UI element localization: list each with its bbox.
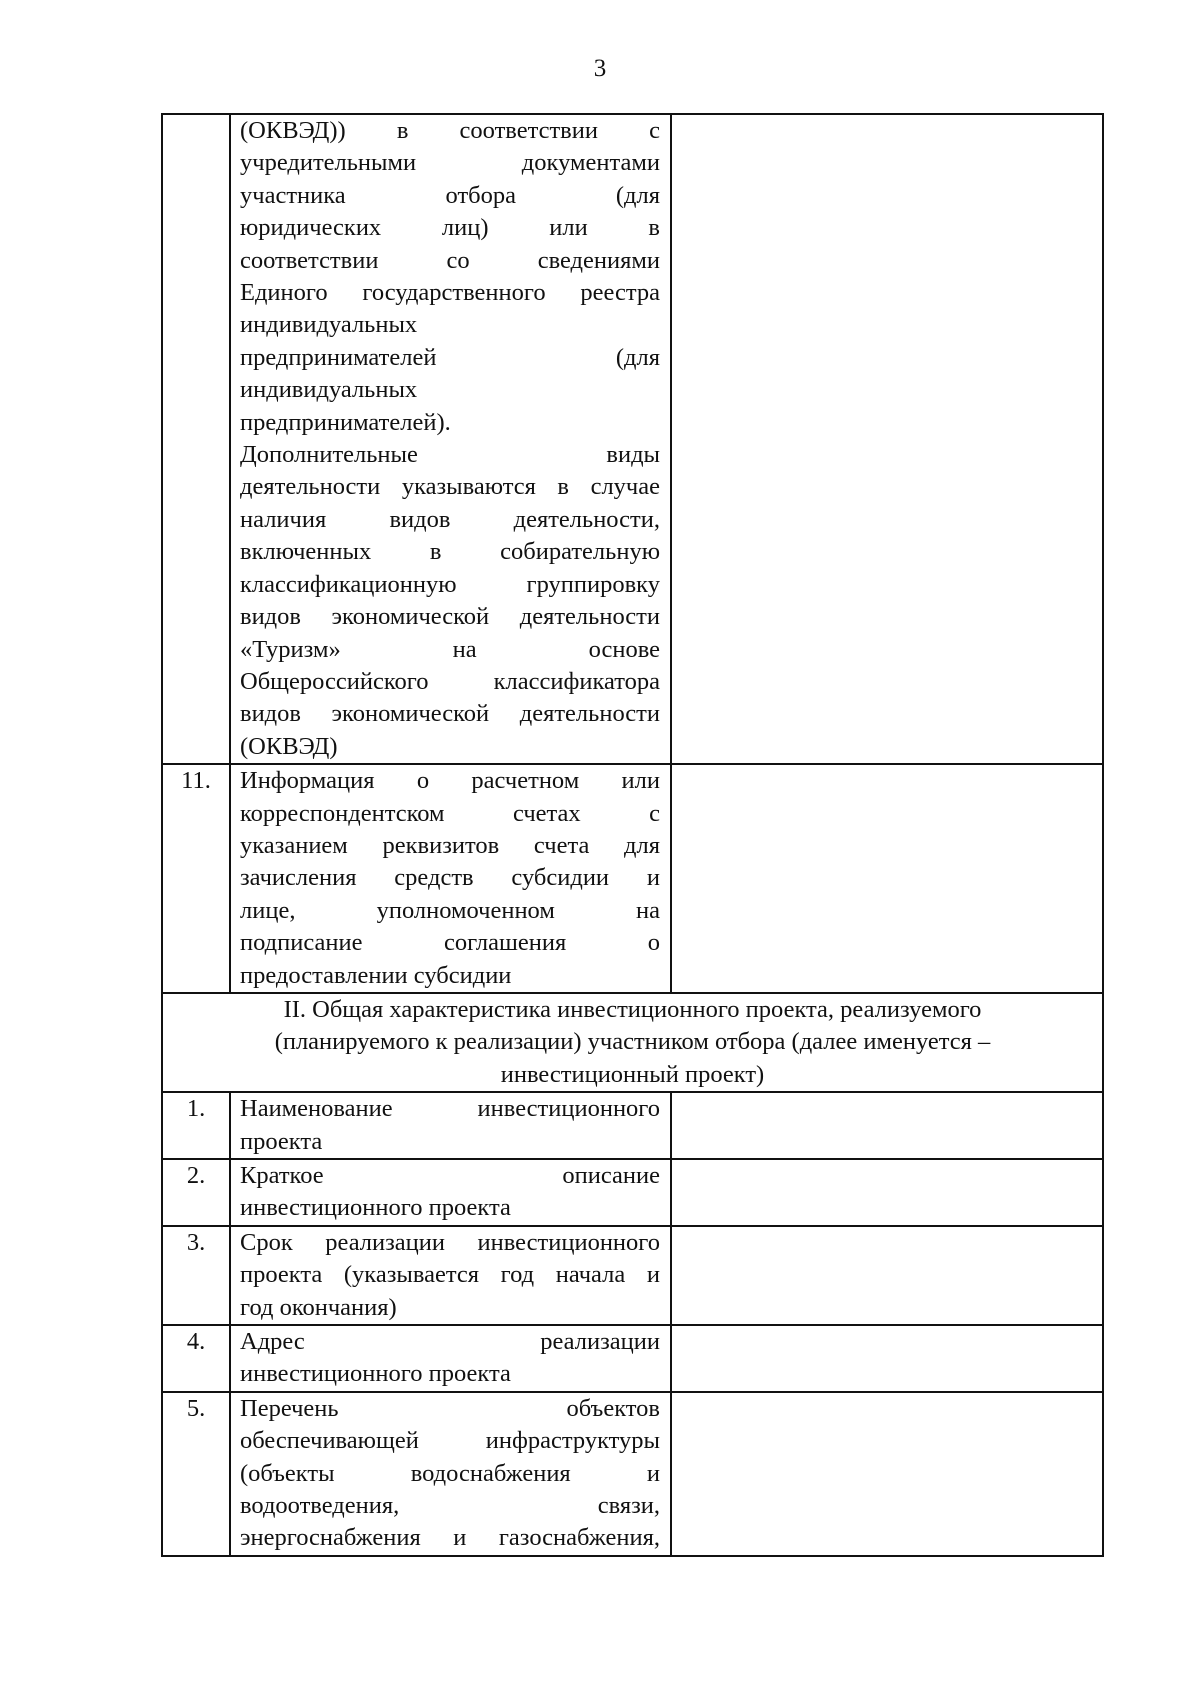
text-line: учредительными документами xyxy=(240,149,660,177)
text-line: обеспечивающей инфраструктуры xyxy=(240,1427,660,1455)
row-number: 1. xyxy=(162,1092,230,1159)
table-row xyxy=(162,1392,1103,1556)
row-number: 2. xyxy=(162,1159,230,1226)
row-number xyxy=(162,114,230,764)
text-line: Общероссийского классификатора xyxy=(240,667,660,695)
row-value[interactable] xyxy=(671,1392,1103,1556)
text-line: (объекты водоснабжения и xyxy=(240,1459,660,1487)
text-line: водоотведения, связи, xyxy=(240,1492,660,1520)
table-row xyxy=(162,764,1103,993)
row-value[interactable] xyxy=(671,1092,1103,1159)
table-row xyxy=(162,1092,1103,1159)
text-line: «Туризм» на основе xyxy=(240,635,660,663)
text-line: энергоснабжения и газоснабжения, xyxy=(240,1524,660,1552)
section-heading xyxy=(162,993,1103,1092)
text-line: классификационную группировку xyxy=(240,570,660,598)
text-line: проекта (указывается год начала и xyxy=(240,1261,660,1289)
table-row xyxy=(162,1159,1103,1226)
row-number: 3. xyxy=(162,1226,230,1325)
text-line: видов экономической деятельности xyxy=(240,700,660,728)
text-line: индивидуальных xyxy=(240,311,418,339)
text-line: (ОКВЭД)) в соответствии с xyxy=(240,117,660,144)
row-value[interactable] xyxy=(671,764,1103,993)
text-line: (ОКВЭД) xyxy=(240,732,338,760)
text-line: Перечень объектов xyxy=(240,1394,660,1422)
text-line: участника отбора (для xyxy=(240,181,660,209)
text-line: инвестиционного проекта xyxy=(240,1360,511,1388)
text-line: деятельности указываются в случае xyxy=(240,473,660,501)
text-line: год окончания) xyxy=(240,1293,397,1321)
row-description xyxy=(230,1325,671,1392)
application-form-table xyxy=(161,113,1104,1557)
row-value[interactable] xyxy=(671,1159,1103,1226)
text-line: Единого государственного реестра xyxy=(240,279,660,307)
table-row xyxy=(162,114,1103,764)
text-line: индивидуальных xyxy=(240,376,418,404)
row-description xyxy=(230,114,671,764)
row-description xyxy=(230,764,671,993)
text-line: зачисления средств субсидии и xyxy=(240,864,660,892)
table-row xyxy=(162,1226,1103,1325)
text-line: включенных в собирательную xyxy=(240,538,660,566)
text-line: Срок реализации инвестиционного xyxy=(240,1228,660,1256)
section-heading-row xyxy=(162,993,1103,1092)
table-row xyxy=(162,1325,1103,1392)
text-line: Наименование инвестиционного xyxy=(240,1095,660,1123)
text-line: проекта xyxy=(240,1127,323,1155)
row-value[interactable] xyxy=(671,1325,1103,1392)
text-line: видов экономической деятельности xyxy=(240,603,660,631)
text-line: лице, уполномоченном на xyxy=(240,896,660,924)
row-value[interactable] xyxy=(671,1226,1103,1325)
text-line: инвестиционного проекта xyxy=(240,1194,511,1222)
text-line: Краткое описание xyxy=(240,1162,660,1189)
section-heading-line: II. Общая характеристика инвестиционного проекта, реализуемого xyxy=(283,995,982,1023)
row-value[interactable] xyxy=(671,114,1103,764)
page-number: 3 xyxy=(593,55,607,82)
text-line: Адрес реализации xyxy=(240,1328,660,1356)
row-number: 5. xyxy=(162,1392,230,1556)
text-line: указанием реквизитов счета для xyxy=(240,831,660,859)
row-description xyxy=(230,1226,671,1325)
text-line: корреспондентском счетах с xyxy=(240,799,660,827)
text-line: юридических лиц) или в xyxy=(240,214,660,242)
section-heading-line: инвестиционный проект) xyxy=(500,1060,765,1088)
row-number: 11. xyxy=(162,764,230,993)
text-line: Дополнительные виды xyxy=(240,441,660,469)
text-line: подписание соглашения о xyxy=(240,929,660,957)
row-description xyxy=(230,1392,671,1556)
text-line: Информация о расчетном или xyxy=(240,767,660,795)
row-description xyxy=(230,1092,671,1159)
row-description xyxy=(230,1159,671,1226)
text-line: предпринимателей). xyxy=(240,408,451,436)
section-heading-line: (планируемого к реализации) участником отбора (далее именуется – xyxy=(274,1028,991,1056)
text-line: наличия видов деятельности, xyxy=(240,505,660,533)
text-line: соответствии со сведениями xyxy=(240,246,660,274)
row-number: 4. xyxy=(162,1325,230,1392)
text-line: предпринимателей (для xyxy=(240,343,660,371)
text-line: предоставлении субсидии xyxy=(240,961,512,989)
